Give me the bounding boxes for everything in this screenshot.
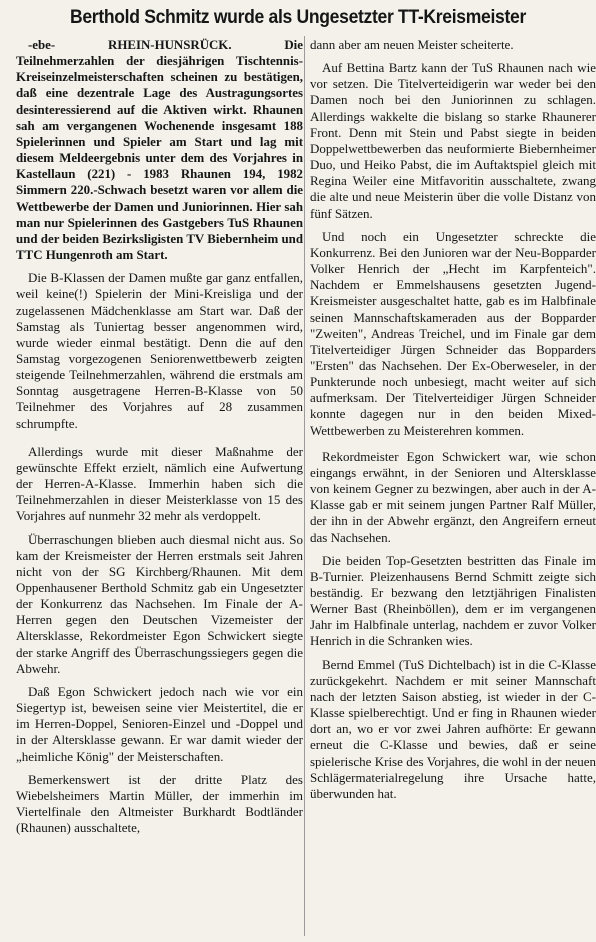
headline: Berthold Schmitz wurde als Ungesetzter TT-Kreismeister: [70, 6, 526, 28]
paragraph: Bemerkenswert ist der dritte Platz des Wiebelsheimers Martin Müller, der immerhin im Viertelfinale den Altmeister Burkhardt Bodtländer (Rhaunen) ausschaltete,: [16, 771, 303, 836]
paragraph: Die beiden Top-Gesetzten bestritten das Finale im B-Turnier. Pleizenhausens Bernd Schmitt zeigte sich beständig. Er bezwang den letztjährigen Finalisten Werner Bast (Rheinböllen), dem er im vergangenen Jahr im Halbfinale unterlag, nachdem er zuvor Volker Henrich in die Schranken wies.: [310, 552, 596, 649]
right-column: [310, 37, 596, 809]
column-divider: [304, 36, 305, 936]
paragraph: Rekordmeister Egon Schwickert war, wie schon eingangs erwähnt, in der Senioren und Altersklasse von keinem Gegner zu bezwingen, aber auch in der A-Klasse gab er mit seinem jungen Partner Ralf Müller, der ihn in der Abwehr ergänzt, den Angreifern erneut das Nachsehen.: [310, 448, 596, 545]
lead-paragraph: -ebe- RHEIN-HUNSRÜCK. Die Teilnehmerzahlen der diesjährigen Tischtennis-Kreiseinzelmeisterschaften scheinen zu bestätigen, daß eine dezentrale Lage des Austragungsortes desinteressierend auf die Aktiven wirkt. Rhaunen sah am vergangenen Wochenende insgesamt 188 Spielerinnen und Spieler am Start und lag mit diesem Meldeergebnis unter dem des Vorjahres in Kastellaun (221) - 1983 Rhaunen 194, 1982 Simmern 220.-Schwach besetzt waren vor allem die Wettbewerbe der Damen und Juniorinnen. Hier sah man nur Spielerinnen des Gastgebers TuS Rhaunen und der beiden Bezirksligisten TV Biebernheim und TTC Hungenroth am Start.: [16, 38, 303, 263]
paragraph: Und noch ein Ungesetzter schreckte die Konkurrenz. Bei den Junioren war der Neu-Bopparder Volker Henrich der „Hecht im Karpfenteich". Nachdem er Emmelshausens gesetzten Jugend-Kreismeister ausgeschaltet hatte, gab es im Halbfinale seinen Mannschaftskameraden aus der Bopparder "Zweiten", Andreas Treichel, und im Finale gar dem Titelverteidiger Jürgen Schneider das Bopparders "Ersten" das Nachsehen. Der Ex-Oberweseler, in der Punkterunde noch unbesiegt, macht weiter auf sich aufmerksam. Der Titelverteidiger Jürgen Schneider konnte dagegen nur in den beiden Mixed-Wettbewerben zu Meisterehren kommen.: [310, 228, 596, 438]
paragraph: Auf Bettina Bartz kann der TuS Rhaunen nach wie vor setzen. Die Titelverteidigerin war weder bei den Damen noch bei den Juniorinnen zu schlagen. Allerdings wakkelte die bislang so starke Rhaunerer Front. Denn mit Stein und Pabst siegte in beiden Doppelwettbewerben das neuformierte Biebernheimer Duo, und Heiko Pabst, die im Auftaktspiel gleich mit Regina Weiler eine Mitfavoritin ausschaltete, zwang die alte und neue Meisterin über die volle Distanz von fünf Sätzen.: [310, 60, 596, 221]
paragraph: Allerdings wurde mit dieser Maßnahme der gewünschte Effekt erzielt, nämlich eine Aufwertung der Herren-A-Klasse. Immerhin haben sich die Teilnehmerzahlen in dieser Meisterklasse von 15 des Vorjahres auf nunmehr 32 mehr als verdoppelt.: [16, 443, 303, 524]
paragraph: Die B-Klassen der Damen mußte gar ganz entfallen, weil keine(!) Spielerin der Mini-Kreisliga und der zugelassenen Mädchenklasse am Start war. Daß der Samstag als Tuniertag besser angenommen wird, wurde wieder einmal bestätigt. Denn die auf den Samstag vorgezogenen Seniorenwettbewerb zeigten steigende Teilnehmerzahlen, während die erstmals am Sonntag ausgetragene Herren-B-Klasse von 50 Teilnehmer des Vorjahres auf 28 zusammen schrumpfte.: [16, 270, 303, 431]
paragraph: Überraschungen blieben auch diesmal nicht aus. So kam der Kreismeister der Herren erstmals seit Jahren nicht von der SG Kirchberg/Rhaunen. Mit dem Oppenhausener Berthold Schmitz gab ein Ungesetzter der Konkurrenz das Nachsehen. Im Finale der A-Herren gegen den Deutschen Vizemeister der Altersklasse, Rekordmeister Egon Schwickert siegte der starke Angriff des Überraschungssiegers gegen die Abwehr.: [16, 531, 303, 676]
left-column: [16, 37, 303, 843]
paragraph: dann aber am neuen Meister scheiterte.: [310, 37, 514, 52]
paragraph: Bernd Emmel (TuS Dichtelbach) ist in die C-Klasse zurückgekehrt. Nachdem er mit seiner Mannschaft nach der letzten Saison abstieg, ist wieder in der C-Klasse spielberechtigt. Und er fing in Rhaunen wieder dort an, wo er vor zwei Jahren aufhörte: Er gewann erneut die C-Klasse und bewies, daß er seine spielerische Krise des Vorjahres, die wohl in der neuen Schlägermaterialregelung ihre Ursache hatte, überwunden hat.: [310, 656, 596, 801]
paragraph: Daß Egon Schwickert jedoch nach wie vor ein Siegertyp ist, beweisen seine vier Meistertitel, die er im Herren-Doppel, Senioren-Einzel und -Doppel und in der Altersklasse gewann. Er war damit wieder der „heimliche König" der Meisterschaften.: [16, 683, 303, 764]
